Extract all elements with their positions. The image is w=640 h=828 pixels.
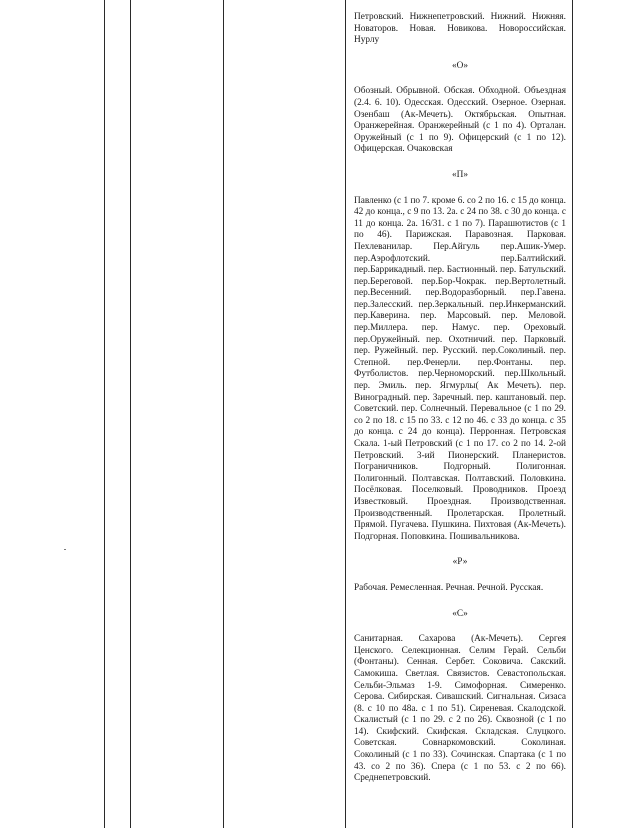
column-border-1 <box>104 0 105 828</box>
section-heading-p: «П» <box>451 169 468 180</box>
column-border-3 <box>223 0 224 828</box>
section-r-text: Рабочая. Ремесленная. Речная. Речной. Русская. <box>354 582 544 593</box>
scan-speck <box>64 549 66 550</box>
section-heading-r: «Р» <box>452 557 468 568</box>
section-o-text: Обозный. Обрывной. Обская. Обходной. Объездная (2.4. 6. 10). Одесская. Одесский. Озерное. Озерная. Озенбаш (Ак-Мечеть). Октябрьская. Опытная. Оранжерейная. Оранжерейный (с 1 по 4). Орталан. Оружейный (с 1 по 9). Офицерский (с 1 по 12). Офицерская. Очаковская <box>354 86 566 155</box>
section-heading-o: «О» <box>451 60 468 71</box>
street-list-column <box>354 12 566 785</box>
column-border-4 <box>345 0 346 828</box>
section-s-text: Санитарная. Сахарова (Ак-Мечеть). Сергея Ценского. Селекционная. Селим Герай. Сельби (Фонтаны). Сенная. Сербет. Соковича. Сакский. Самокиша. Светлая. Связистов. Севастопольская. Сельби-Эльмаз 1-9. Симофорная. Симеренко. Серова. Сибирская. Сивашский. Сигнальная. Сизаса (8. с 10 по 48а. с 1 по 51). Сиреневая. Скалодской. Скалистый (с 1 по 29. с 2 по 26). Сквозной (с 1 по 14). Скифский. Скифская. Складская. Слуцкого. Советская. Совнаркомовский. Соколиная. Соколиный (с 1 по 33). Сочинская. Спартака (с 1 по 43. со 2 по 36). Спера (с 1 по 53. с 2 по 66). Среднепетровский. <box>354 634 566 784</box>
section-p-text: Павленко (с 1 по 7. кроме 6. со 2 по 16. с 15 до конца. 42 до конца., с 9 по 13. 2а. с 24 по 38. с 30 до конца. с 11 до конца. 2а. 16/31. с 1 по 7). Парашютистов (с 1 по 46). Парижская. Паравозная. Парковая. Пехлеванилар. Пер.Айгуль пер.Ашик-Умер. пер.Аэрофлотский. пер.Балтийский. пер.Баррикадный. пер. Бастионный. пер. Батульский. пер.Береговой. пер.Бор-Чокрак. пер.Вертолетный. пер.Весенний. пер.Водоразборный. пер.Гавена. пер.Залесский. пер.Зеркальный. пер.Инкерманский. пер.Каверина. пер. Марсовый. пер. Меловой. пер.Миллера. пер. Намус. пер. Ореховый. пер.Оружейный. пер. Охотничий. пер. Парковый. пер. Ружейный. пер. Русский. пер.Соколиный. пер. Степной. пер.Фенерли. пер.Фонтаны. пер. Футболистов. пер.Черноморский. пер.Школьный. пер. Эмиль. пер. Ягмурлы( Ак Мечеть). пер. Виноградный. пер. Заречный. пер. каштановый. пер. Советский. пер. Солнечный. Перевальное (с 1 по 29. со 2 по 18. с 15 по 33. с 12 по 46. с 33 до конца. с 35 до конца. с 24 до конца). Перронная. Петровская Скала. 1-ый Петровский (с 1 по 17. со 2 по 14. 2-ой Петровский. 3-ий Пионерский. Планеристов. Пограничников. Подгорный. Полигонная. Полигонный. Полтавская. Полтавский. Половкина. Посёлковая. Поселковый. Проводников. Проезд Известковый. Проездная. Производственная. Производственный. Пролетарская. Пролетный. Прямой. Пугачева. Пушкина. Пихтовая (Ак-Мечеть). Подгорная. Поповкина. Пошивальникова. <box>354 195 566 542</box>
section-heading-s: «С» <box>452 608 468 619</box>
column-border-2 <box>130 0 131 828</box>
column-border-5 <box>572 0 573 828</box>
section-n-text: Петровский. Нижнепетровский. Нижний. Нижняя. Новаторов. Новая. Новикова. Новороссийская. Нурлу <box>354 12 566 46</box>
